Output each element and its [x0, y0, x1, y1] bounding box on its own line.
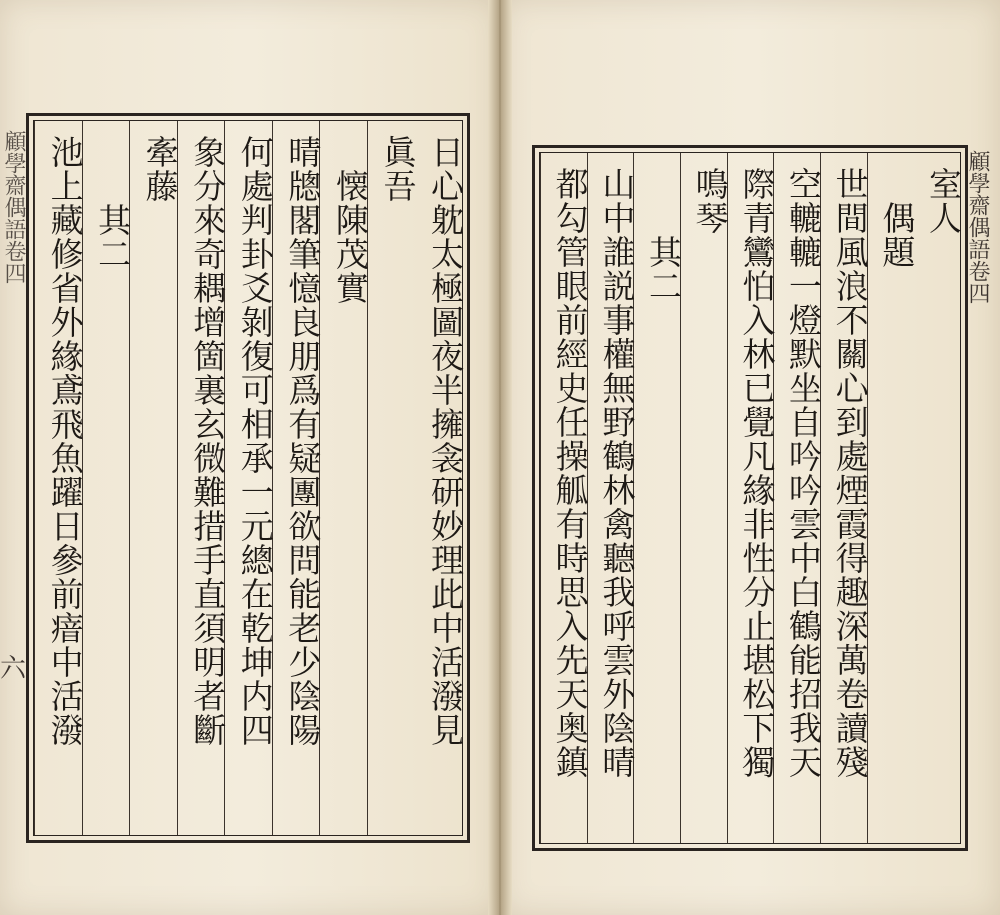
right-text-column: 鳴琴	[680, 153, 727, 843]
right-columns	[539, 152, 961, 844]
left-text-column: 日心躭太極圖夜半擁衾研妙理此中活潑見	[426, 135, 465, 747]
right-text-column: 世間風浪不關心到處煙霞得趣深萬卷讀殘	[820, 153, 867, 843]
left-text-column: 其二	[82, 121, 130, 835]
left-text-column: 懐陳茂實	[319, 121, 367, 835]
right-text-column: 山中誰説事權無野鶴林禽聽我呼雲外陰晴	[587, 153, 634, 843]
right-text-column: 際青鸞怕入林已覺凡緣非性分止堪松下獨	[727, 153, 774, 843]
left-text-column: 晴牕閣筆憶良朋爲有疑團欲問能老少陰陽	[272, 121, 320, 835]
left-margin-title: 顧學齋偶語卷四	[1, 130, 26, 284]
right-text-column: 室人	[924, 167, 963, 235]
left-text-column: 眞吾	[367, 121, 415, 835]
right-margin-title: 顧學齋偶語卷四	[965, 150, 990, 304]
right-text-column: 其二	[633, 153, 680, 843]
book-gutter	[488, 0, 512, 915]
left-text-column: 牽藤	[129, 121, 177, 835]
right-text-column: 偶題	[867, 153, 914, 843]
left-page-number: 六	[0, 654, 27, 684]
left-text-column: 象分來奇耦增箇裏玄微難措手直須明者斷	[177, 121, 225, 835]
left-text-column: 池上藏修省外緣鳶飛魚躍日參前瘖中活潑	[34, 121, 82, 835]
right-text-frame	[532, 145, 968, 851]
left-columns	[33, 120, 463, 836]
right-text-column: 空轆轆一燈默坐自吟吟雲中白鶴能招我天	[773, 153, 820, 843]
left-text-frame	[26, 113, 470, 843]
left-text-column: 何處判卦爻剝復可相承一元總在乾坤内四	[224, 121, 272, 835]
right-text-column: 都勾管眼前經史任操觚有時思入先天奥鎮	[540, 153, 587, 843]
